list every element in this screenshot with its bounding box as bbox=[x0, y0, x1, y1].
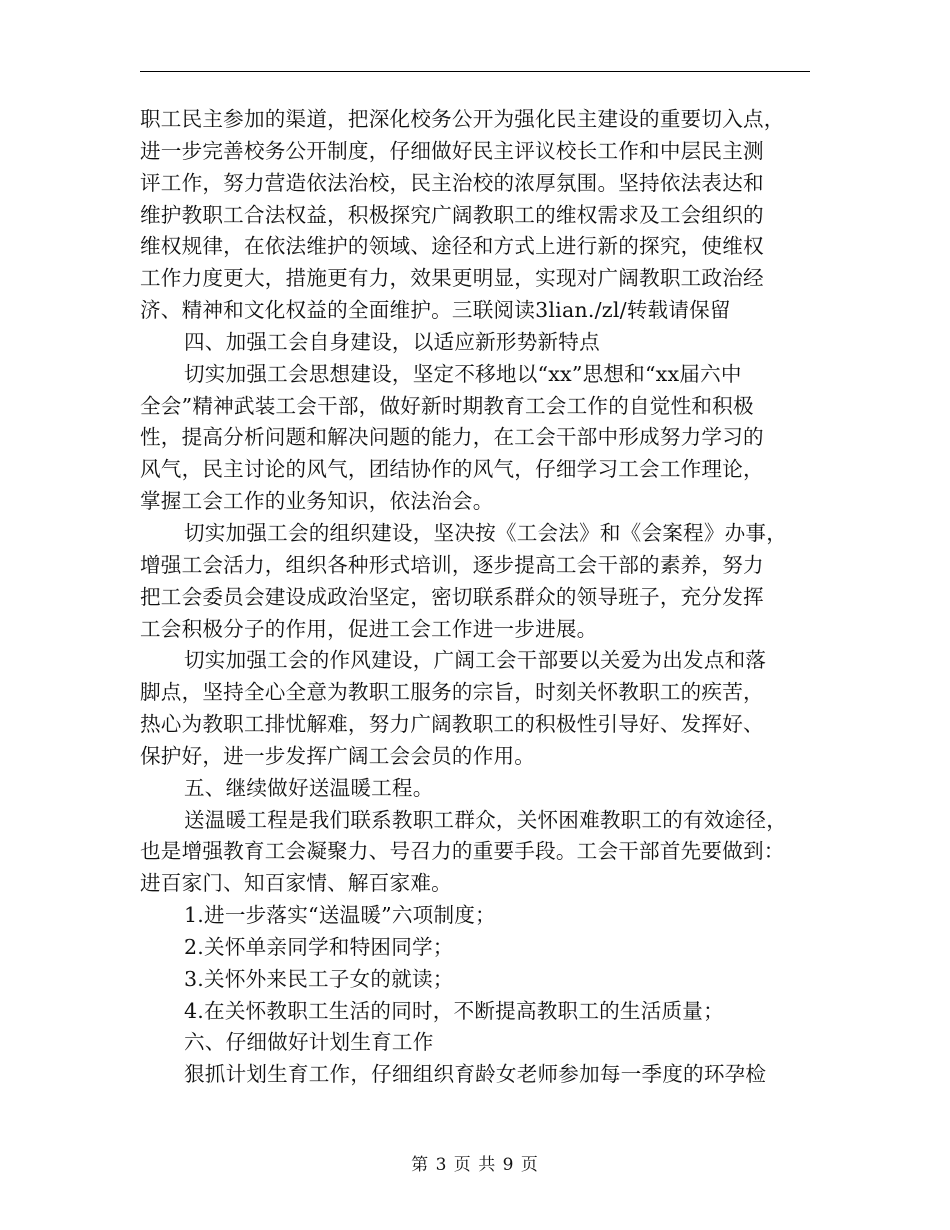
text-line: 风气，民主讨论的风气，团结协作的风气，仔细学习工会工作理论， bbox=[140, 457, 764, 482]
text-line: 进百家门、知百家情、解百家难。 bbox=[140, 871, 452, 896]
text-line: 全会”精神武装工会干部，做好新时期教育工会工作的自觉性和积极 bbox=[140, 393, 754, 418]
text-line: 脚点，坚持全心全意为教职工服务的宗旨，时刻关怀教职工的疾苦， bbox=[140, 680, 764, 705]
list-item: 1.进一步落实“送温暖”六项制度； bbox=[184, 903, 496, 928]
section-heading: 四、加强工会自身建设，以适应新形势新特点 bbox=[184, 329, 600, 354]
text-line: 狠抓计划生育工作，仔细组织育龄女老师参加每一季度的环孕检 bbox=[184, 1062, 767, 1087]
text-line: 进一步完善校务公开制度，仔细做好民主评议校长工作和中层民主测 bbox=[140, 138, 764, 163]
text-line: 维护教职工合法权益，积极探究广阔教职工的维权需求及工会组织的 bbox=[140, 202, 764, 227]
text-line: 切实加强工会的组织建设，坚决按《工会法》和《会案程》办事， bbox=[184, 520, 788, 545]
list-item: 2.关怀单亲同学和特困同学； bbox=[184, 934, 454, 959]
text-line: 也是增强教育工会凝聚力、号召力的重要手段。工会干部首先要做到： bbox=[140, 839, 785, 864]
header-rule bbox=[140, 71, 810, 72]
text-line: 工会积极分子的作用，促进工会工作进一步进展。 bbox=[140, 616, 598, 641]
section-heading: 六、仔细做好计划生育工作 bbox=[184, 1030, 434, 1055]
text-line: 评工作，努力营造依法治校，民主治校的浓厚氛围。坚持依法表达和 bbox=[140, 170, 764, 195]
page-number-footer: 第 3 页 共 9 页 bbox=[411, 1155, 539, 1175]
text-line: 保护好，进一步发挥广阔工会会员的作用。 bbox=[140, 743, 536, 768]
list-item: 4.在关怀教职工生活的同时，不断提高教职工的生活质量； bbox=[184, 998, 724, 1023]
text-line: 掌握工会工作的业务知识，依法治会。 bbox=[140, 489, 494, 514]
text-line: 热心为教职工排忧解难，努力广阔教职工的积极性引导好、发挥好、 bbox=[140, 712, 764, 737]
text-line: 职工民主参加的渠道，把深化校务公开为强化民主建设的重要切入点， bbox=[140, 107, 785, 131]
text-line: 济、精神和文化权益的全面维护。三联阅读3lian./zl/转载请保留 bbox=[140, 298, 731, 323]
text-line: 维权规律，在依法维护的领域、途径和方式上进行新的探究，使维权 bbox=[140, 234, 764, 259]
list-item: 3.关怀外来民工子女的就读； bbox=[184, 966, 454, 991]
text-line: 切实加强工会的作风建设，广阔工会干部要以关爱为出发点和落 bbox=[184, 648, 767, 673]
document-body bbox=[140, 104, 820, 1091]
section-heading: 五、继续做好送温暖工程。 bbox=[184, 775, 434, 800]
text-line: 工作力度更大，措施更有力，效果更明显，实现对广阔教职工政治经 bbox=[140, 266, 764, 291]
text-line: 性，提高分析问题和解决问题的能力，在工会干部中形成努力学习的 bbox=[140, 425, 764, 450]
text-line: 把工会委员会建设成政治坚定，密切联系群众的领导班子，充分发挥 bbox=[140, 584, 764, 609]
text-line: 送温暖工程是我们联系教职工群众，关怀困难教职工的有效途径， bbox=[184, 807, 788, 832]
text-line: 切实加强工会思想建设，坚定不移地以“xx”思想和“xx届六中 bbox=[184, 361, 742, 386]
text-line: 增强工会活力，组织各种形式培训，逐步提高工会干部的素养，努力 bbox=[140, 552, 764, 577]
